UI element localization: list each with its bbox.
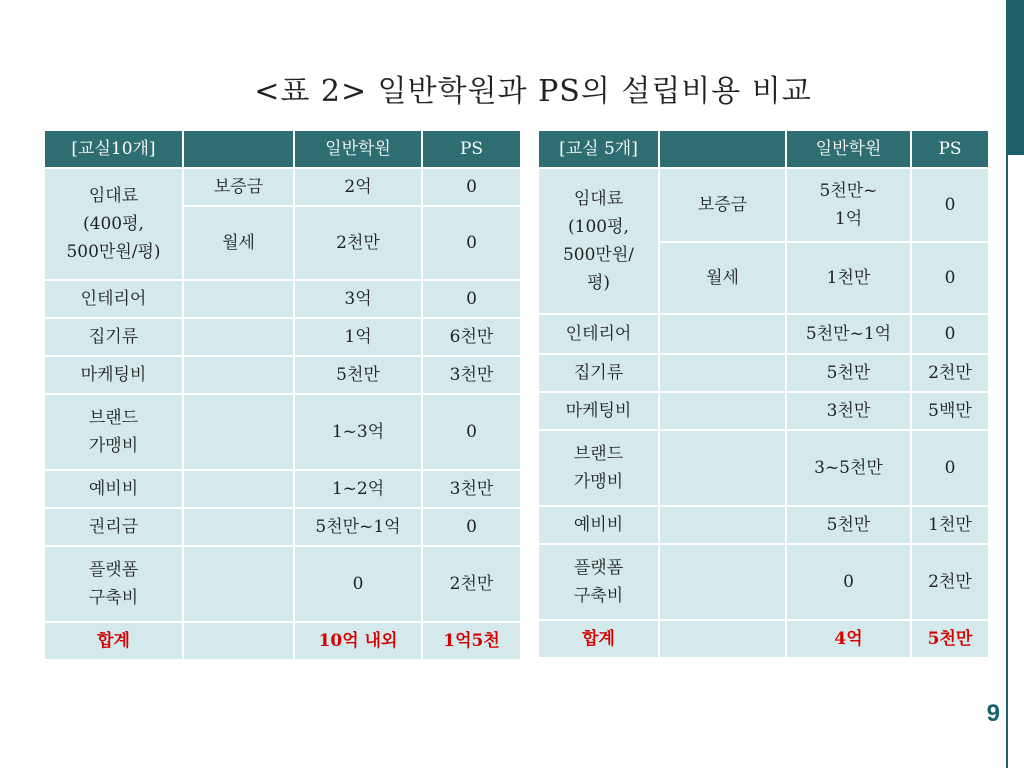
ps-cost-cell: 3천만 (422, 356, 521, 394)
ps-cost-cell: 0 (422, 206, 521, 280)
table-row (44, 168, 521, 206)
sub-item-cell: 보증금 (183, 168, 294, 206)
ps-cost-cell: 5백만 (911, 392, 989, 430)
sub-item-cell (183, 356, 294, 394)
item-line: 구축비 (88, 588, 139, 608)
sub-item-cell (183, 622, 294, 660)
table-row (538, 354, 989, 392)
general-cost-cell: 1천만 (786, 242, 911, 314)
ps-cost-cell: 1천만 (911, 506, 989, 544)
general-cost-cell: 1억 (294, 318, 422, 356)
sub-item-cell: 월세 (183, 206, 294, 280)
general-cost-cell: 3~5천만 (786, 430, 911, 506)
general-cost-cell: 5천만~1억 (294, 508, 422, 546)
item-line: 가맹비 (573, 472, 624, 492)
item-cell: 예비비 (44, 470, 183, 508)
rent-label-line: 500만원/평) (66, 242, 161, 262)
general-cost-cell: 5천만~1억 (786, 314, 911, 354)
general-cost-line: 5천만~ (819, 181, 878, 201)
rent-label-line: 임대료 (88, 186, 139, 206)
ps-cost-cell: 2천만 (911, 354, 989, 392)
sub-item-cell (183, 280, 294, 318)
general-cost-cell: 1~3억 (294, 394, 422, 470)
item-line: 브랜드 (88, 408, 139, 428)
table-header-row (538, 130, 989, 168)
table-row (538, 506, 989, 544)
sub-item-cell (659, 620, 786, 658)
general-cost-cell: 2억 (294, 168, 422, 206)
item-cell (44, 394, 183, 470)
ps-cost-cell: 0 (422, 394, 521, 470)
header-subitem (183, 130, 294, 168)
item-cell: 권리금 (44, 508, 183, 546)
table-header-row (44, 130, 521, 168)
sub-item-cell (659, 544, 786, 620)
item-cell: 마케팅비 (538, 392, 659, 430)
ps-cost-cell: 0 (911, 168, 989, 242)
cost-table-10-classrooms (43, 129, 522, 661)
item-cell (538, 544, 659, 620)
general-cost-cell: 0 (786, 544, 911, 620)
table-row (538, 430, 989, 506)
general-cost-cell: 3억 (294, 280, 422, 318)
sub-item-cell (183, 470, 294, 508)
header-ps: PS (911, 130, 989, 168)
sub-item-cell (659, 314, 786, 354)
table-row (44, 356, 521, 394)
sub-item-cell (659, 430, 786, 506)
item-cell: 집기류 (44, 318, 183, 356)
general-cost-cell: 3천만 (786, 392, 911, 430)
item-line: 가맹비 (88, 436, 139, 456)
table-row (538, 314, 989, 354)
sub-item-cell: 월세 (659, 242, 786, 314)
accent-bar-top (1006, 0, 1024, 155)
general-cost-cell: 2천만 (294, 206, 422, 280)
total-general-cell: 4억 (786, 620, 911, 658)
general-cost-cell: 5천만 (786, 354, 911, 392)
sub-item-cell (183, 546, 294, 622)
item-cell: 집기류 (538, 354, 659, 392)
general-cost-cell (786, 168, 911, 242)
sub-item-cell (659, 506, 786, 544)
item-line: 플랫폼 (88, 560, 139, 580)
sub-item-cell: 보증금 (659, 168, 786, 242)
rent-label-cell (44, 168, 183, 280)
sub-item-cell (659, 354, 786, 392)
rent-label-cell (538, 168, 659, 314)
table-row (44, 546, 521, 622)
ps-cost-cell: 0 (422, 508, 521, 546)
table-row (44, 470, 521, 508)
ps-cost-cell: 0 (422, 168, 521, 206)
item-line: 플랫폼 (573, 558, 624, 578)
total-row (538, 620, 989, 658)
rent-label-line: (400평, (83, 214, 144, 234)
accent-bar-bottom (1006, 155, 1024, 768)
ps-cost-cell: 0 (911, 314, 989, 354)
slide-title: <표 2> 일반학원과 PS의 설립비용 비교 (254, 74, 812, 109)
header-classrooms: [교실 5개] (538, 130, 659, 168)
header-general-academy: 일반학원 (786, 130, 911, 168)
total-row (44, 622, 521, 660)
table-row (538, 168, 989, 242)
general-cost-cell: 5천만 (294, 356, 422, 394)
ps-cost-cell: 2천만 (911, 544, 989, 620)
table-row (538, 392, 989, 430)
total-ps-cell: 1억5천 (422, 622, 521, 660)
ps-cost-cell: 0 (911, 430, 989, 506)
header-subitem (659, 130, 786, 168)
rent-label-line: 임대료 (573, 189, 624, 209)
general-cost-cell: 1~2억 (294, 470, 422, 508)
sub-item-cell (183, 508, 294, 546)
total-ps-cell: 5천만 (911, 620, 989, 658)
item-cell: 인테리어 (538, 314, 659, 354)
ps-cost-cell: 2천만 (422, 546, 521, 622)
item-line: 구축비 (573, 586, 624, 606)
total-label-cell: 합계 (538, 620, 659, 658)
ps-cost-cell: 0 (422, 280, 521, 318)
item-line: 브랜드 (573, 444, 624, 464)
header-classrooms: [교실10개] (44, 130, 183, 168)
rent-label-line: 평) (586, 273, 611, 293)
table-row (44, 318, 521, 356)
rent-label-line: 500만원/ (562, 245, 635, 265)
total-general-cell: 10억 내외 (294, 622, 422, 660)
page-number: 9 (986, 700, 1000, 727)
total-label-cell: 합계 (44, 622, 183, 660)
item-cell (44, 546, 183, 622)
sub-item-cell (183, 318, 294, 356)
ps-cost-cell: 3천만 (422, 470, 521, 508)
sub-item-cell (659, 392, 786, 430)
item-cell (538, 430, 659, 506)
item-cell: 예비비 (538, 506, 659, 544)
cost-table-5-classrooms (537, 129, 990, 659)
ps-cost-cell: 6천만 (422, 318, 521, 356)
ps-cost-cell: 0 (911, 242, 989, 314)
header-ps: PS (422, 130, 521, 168)
general-cost-cell: 0 (294, 546, 422, 622)
rent-label-line: (100평, (568, 217, 629, 237)
table-row (44, 508, 521, 546)
general-cost-cell: 5천만 (786, 506, 911, 544)
table-row (44, 280, 521, 318)
general-cost-line: 1억 (834, 209, 863, 229)
header-general-academy: 일반학원 (294, 130, 422, 168)
item-cell: 마케팅비 (44, 356, 183, 394)
sub-item-cell (183, 394, 294, 470)
table-row (538, 544, 989, 620)
table-row (44, 394, 521, 470)
item-cell: 인테리어 (44, 280, 183, 318)
